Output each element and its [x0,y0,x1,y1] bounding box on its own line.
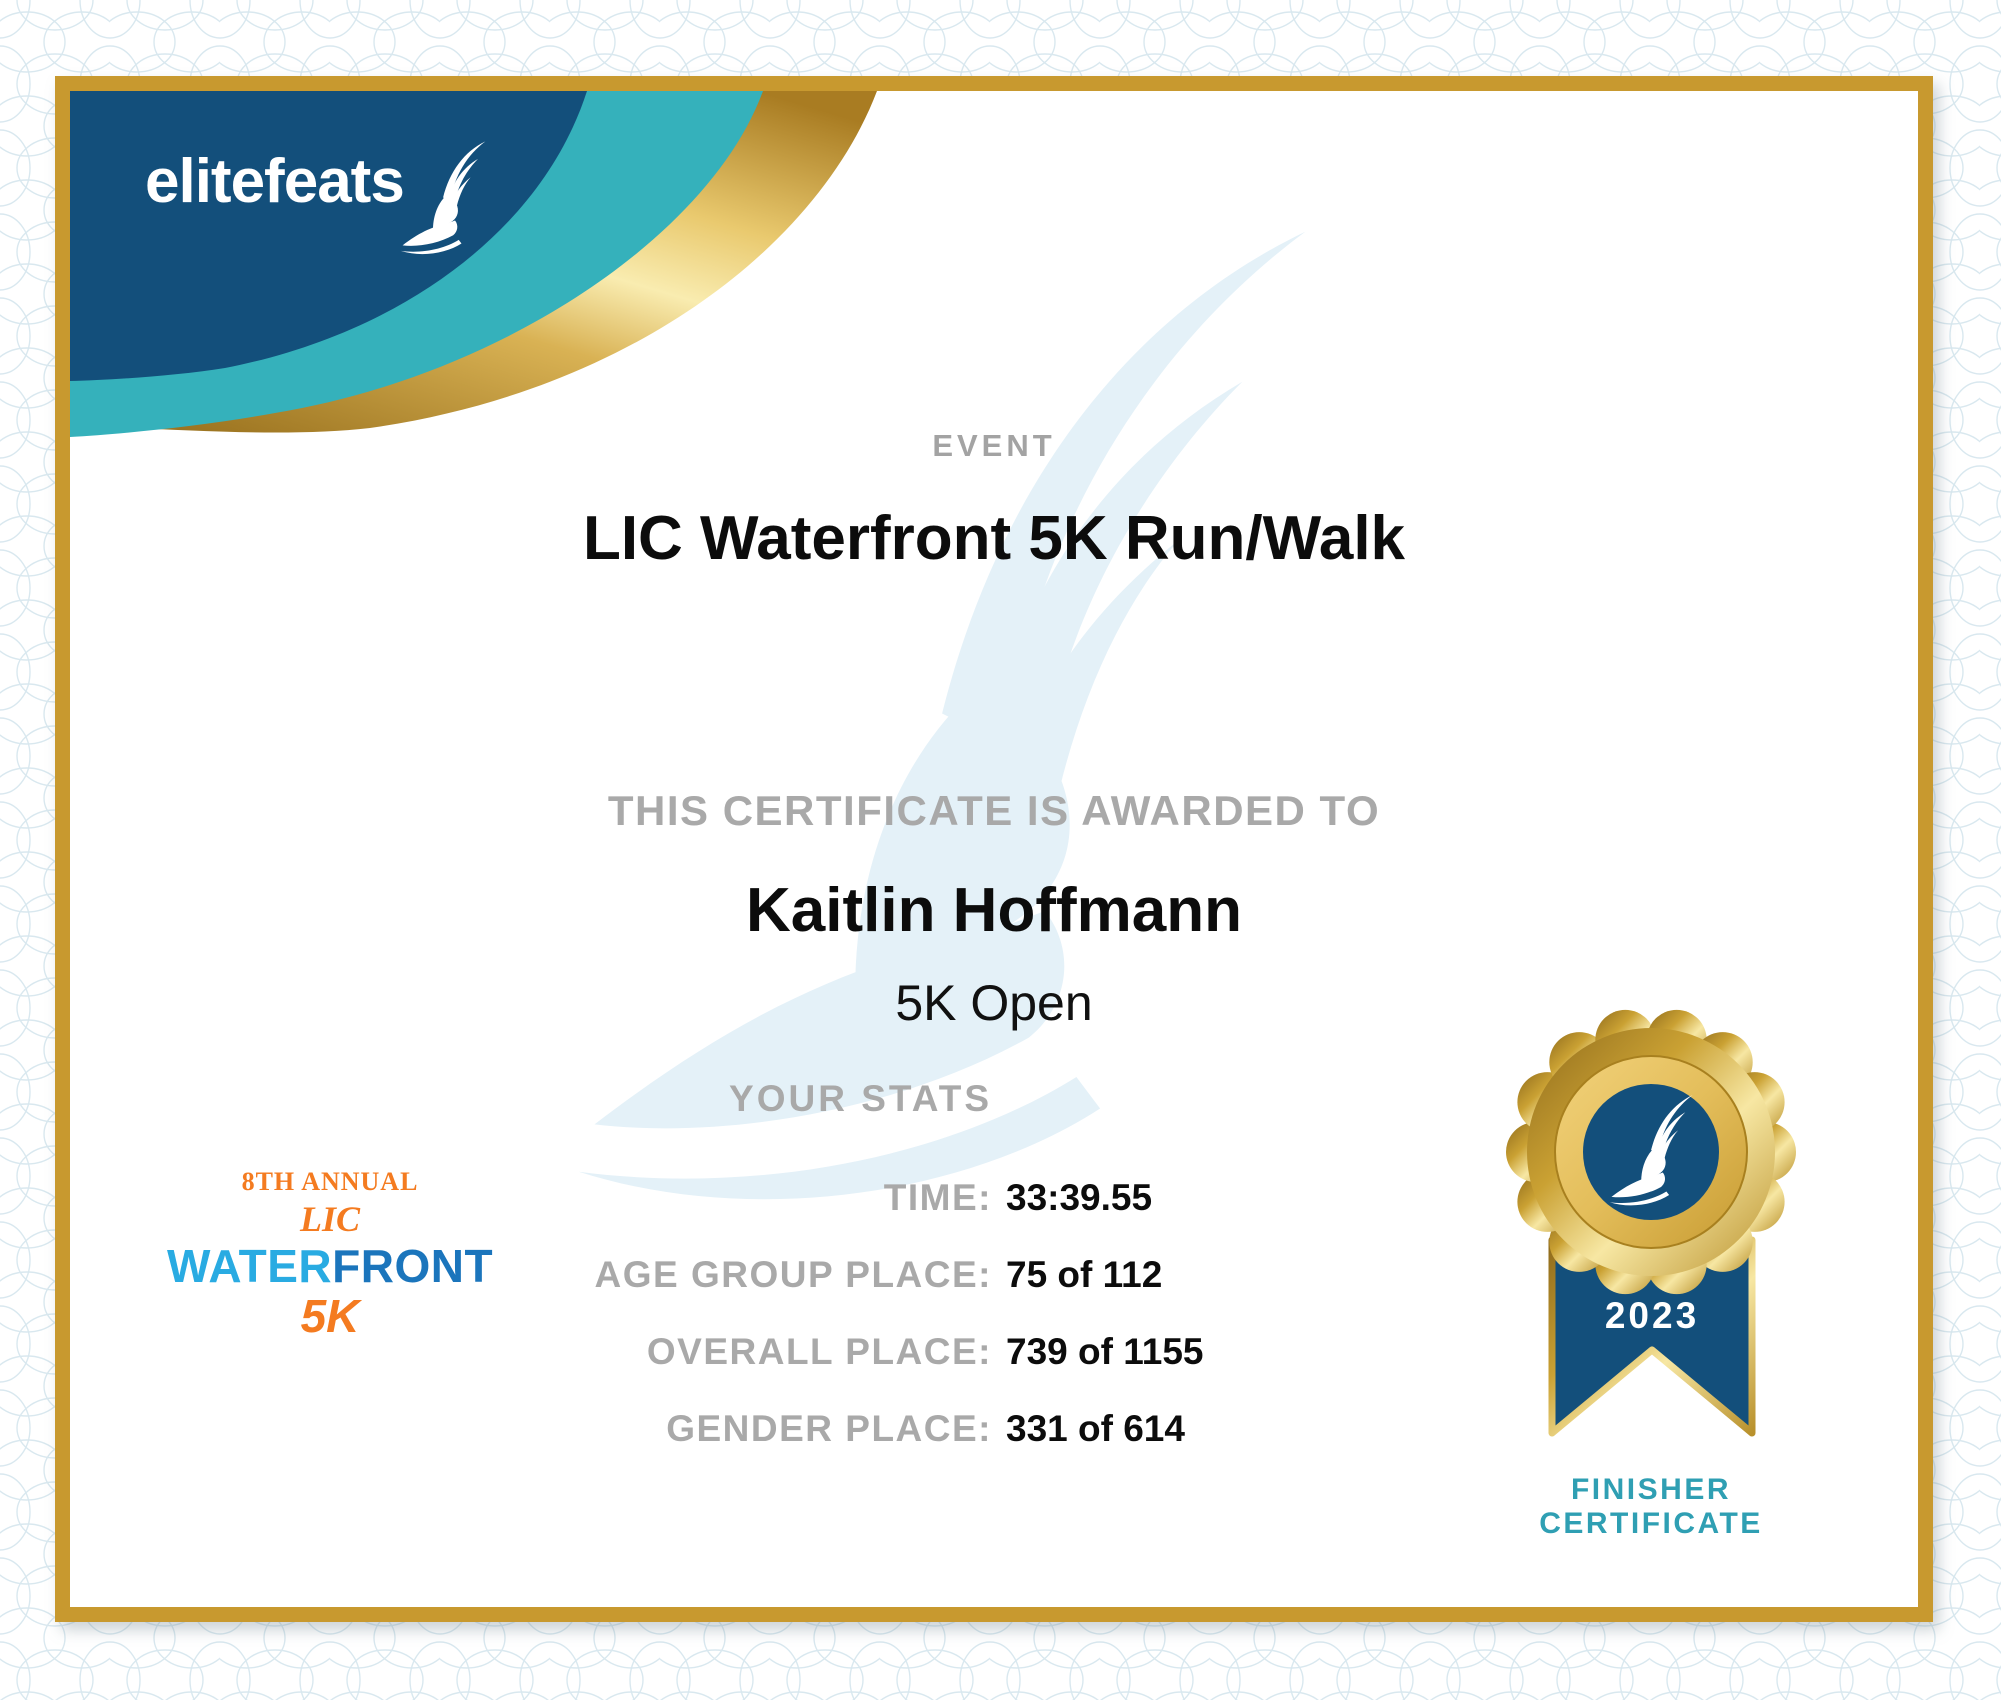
stat-value-age-group-place: 75 of 112 [1006,1253,1163,1295]
badge-caption [1491,1473,1811,1541]
event-title: LIC Waterfront 5K Run/Walk [582,504,1406,573]
event-logo-annual: 8TH ANNUAL [241,1167,419,1196]
stat-label-overall-place: OVERALL PLACE: [646,1330,992,1372]
stat-label-gender-place: GENDER PLACE: [666,1407,992,1449]
awarded-to-label: THIS CERTIFICATE IS AWARDED TO [607,787,1381,834]
stat-value-time: 33:39.55 [1006,1176,1153,1218]
badge-caption-line1: FINISHER [1570,1473,1731,1506]
stats-heading: YOUR STATS [729,1078,992,1119]
stat-label-age-group-place: AGE GROUP PLACE: [594,1253,992,1295]
badge-year: 2023 [1604,1295,1700,1336]
event-logo-name [160,1240,500,1292]
event-logo-city: LIC [299,1199,360,1239]
badge-caption-line2: CERTIFICATE [1539,1507,1763,1540]
stat-value-overall-place: 739 of 1155 [1006,1330,1204,1372]
finisher-badge [1491,991,1811,1471]
stat-label-time: TIME: [883,1176,992,1218]
event-logo-name-front: FRONT [332,1240,494,1292]
event-logo [160,1167,500,1342]
certificate-body [55,76,1933,1622]
event-label: EVENT [932,428,1056,463]
recipient-name: Kaitlin Hoffmann [746,876,1242,945]
stat-value-gender-place: 331 of 614 [1006,1407,1185,1449]
event-logo-name-water: WATER [166,1240,333,1292]
division-name: 5K Open [895,975,1093,1031]
winged-foot-icon [398,140,490,256]
brand-logo-text: elitefeats [145,147,404,216]
event-logo-distance: 5K [300,1290,360,1342]
